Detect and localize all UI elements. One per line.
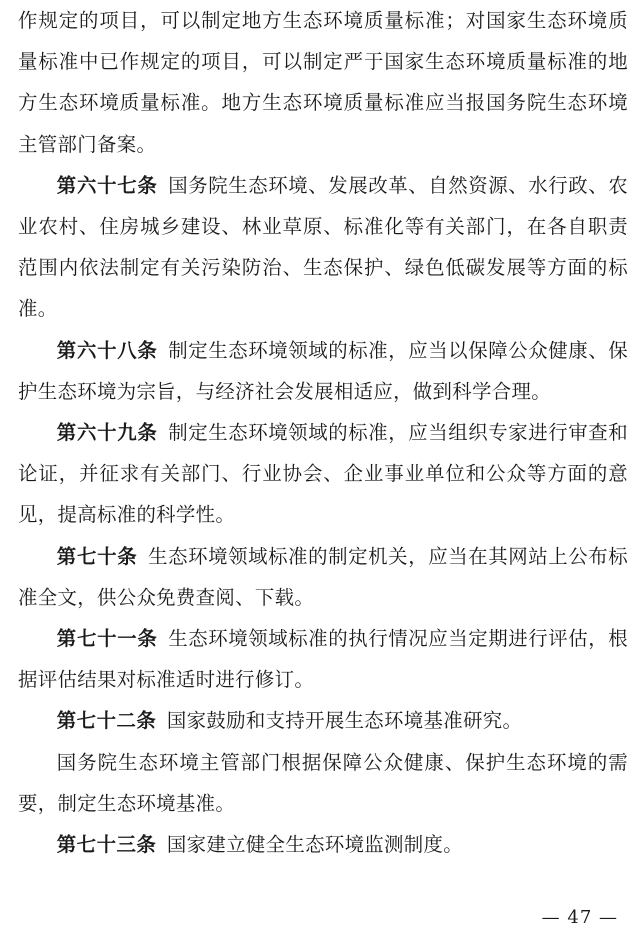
article-label: 第七十条 (56, 544, 138, 568)
document-page (18, 0, 628, 865)
article-label: 第六十七条 (56, 173, 158, 197)
paragraph-text: 作规定的项目，可以制定地方生态环境质量标准；对国家生态环境质量标准中已作规定的项目，可以制定严于国家生态环境质量标准的地方生态环境质量标准。地方生态环境质量标准应当报国务院生态环境主管部门备案。 (18, 9, 628, 156)
article-label: 第六十八条 (56, 338, 158, 362)
article-text: 国家鼓励和支持开展生态环境基准研究。 (166, 709, 523, 733)
paragraph-continuation (18, 0, 628, 165)
paragraph-text: 国务院生态环境主管部门根据保障公众健康、保护生态环境的需要，制定生态环境基准。 (18, 750, 628, 815)
article-text: 国家建立健全生态环境监测制度。 (166, 833, 464, 857)
article-68 (18, 330, 628, 412)
article-69 (18, 412, 628, 536)
article-72 (18, 700, 628, 741)
article-text: 制定生态环境领域的标准，应当以保障公众健康、保护生态环境为宗旨，与经济社会发展相适应，做到科学合理。 (18, 338, 628, 403)
article-text: 生态环境领域标准的制定机关，应当在其网站上公布标准全文，供公众免费查阅、下载。 (18, 544, 629, 609)
article-label: 第六十九条 (56, 421, 158, 445)
article-72-clause-2 (18, 742, 628, 824)
article-73 (18, 824, 628, 865)
article-text: 制定生态环境领域的标准，应当组织专家进行审查和论证，并征求有关部门、行业协会、企业事业单位和公众等方面的意见，提高标准的科学性。 (18, 421, 628, 527)
article-67 (18, 165, 628, 330)
article-label: 第七十一条 (56, 627, 158, 651)
article-text: 生态环境领域标准的执行情况应当定期进行评估，根据评估结果对标准适时进行修订。 (18, 627, 628, 692)
article-70 (18, 536, 628, 618)
article-text: 国务院生态环境、发展改革、自然资源、水行政、农业农村、住房城乡建设、林业草原、标准化等有关部门，在各自职责范围内依法制定有关污染防治、生态保护、绿色低碳发展等方面的标准。 (18, 173, 628, 321)
article-label: 第七十三条 (56, 833, 157, 857)
article-71 (18, 618, 628, 700)
page-number: — 47 — (541, 907, 618, 928)
article-label: 第七十二条 (56, 709, 157, 733)
